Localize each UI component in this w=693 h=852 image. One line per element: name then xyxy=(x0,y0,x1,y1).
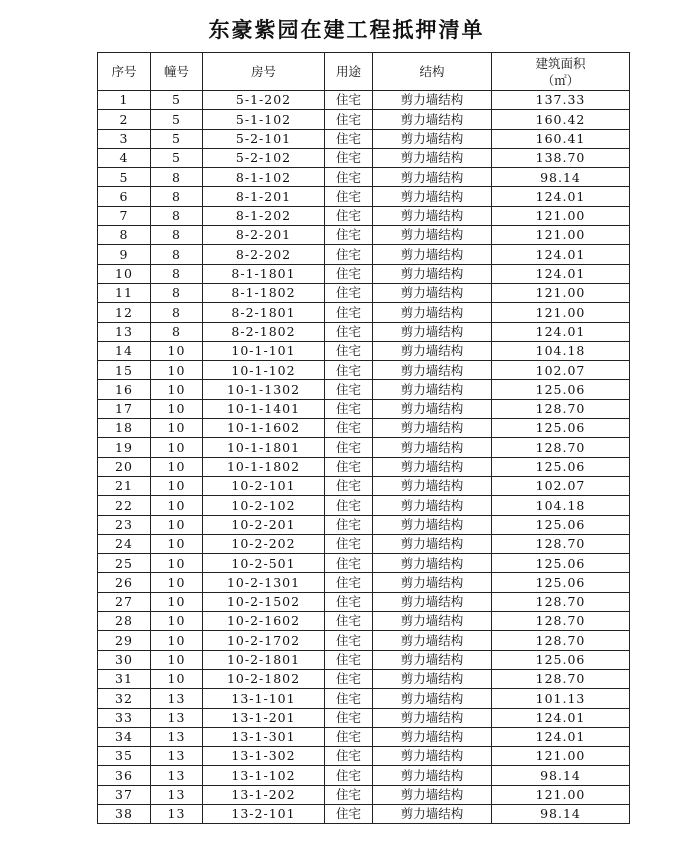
cell-structure: 剪力墙结构 xyxy=(373,534,492,553)
cell-room: 10-1-1401 xyxy=(203,399,325,418)
cell-room: 8-1-201 xyxy=(203,187,325,206)
table-row xyxy=(98,727,630,746)
cell-seq: 31 xyxy=(98,669,151,688)
table-row xyxy=(98,361,630,380)
cell-room: 13-1-301 xyxy=(203,727,325,746)
cell-seq: 27 xyxy=(98,592,151,611)
cell-area: 104.18 xyxy=(492,341,630,360)
cell-area: 124.01 xyxy=(492,245,630,264)
cell-structure: 剪力墙结构 xyxy=(373,341,492,360)
cell-building: 5 xyxy=(151,148,203,167)
cell-structure: 剪力墙结构 xyxy=(373,669,492,688)
cell-seq: 3 xyxy=(98,129,151,148)
cell-building: 10 xyxy=(151,341,203,360)
cell-building: 10 xyxy=(151,592,203,611)
cell-building: 13 xyxy=(151,708,203,727)
cell-use: 住宅 xyxy=(325,457,373,476)
cell-seq: 15 xyxy=(98,361,151,380)
cell-building: 10 xyxy=(151,631,203,650)
cell-seq: 16 xyxy=(98,380,151,399)
cell-structure: 剪力墙结构 xyxy=(373,226,492,245)
cell-room: 10-2-1702 xyxy=(203,631,325,650)
cell-room: 8-2-202 xyxy=(203,245,325,264)
cell-use: 住宅 xyxy=(325,534,373,553)
cell-use: 住宅 xyxy=(325,419,373,438)
table-row xyxy=(98,785,630,804)
cell-room: 13-1-102 xyxy=(203,766,325,785)
cell-seq: 9 xyxy=(98,245,151,264)
cell-area: 138.70 xyxy=(492,148,630,167)
cell-building: 8 xyxy=(151,322,203,341)
table-row xyxy=(98,476,630,495)
cell-room: 8-2-201 xyxy=(203,226,325,245)
cell-room: 10-2-1502 xyxy=(203,592,325,611)
cell-use: 住宅 xyxy=(325,380,373,399)
cell-structure: 剪力墙结构 xyxy=(373,708,492,727)
cell-seq: 33 xyxy=(98,708,151,727)
cell-structure: 剪力墙结构 xyxy=(373,91,492,110)
table-row xyxy=(98,766,630,785)
cell-structure: 剪力墙结构 xyxy=(373,785,492,804)
cell-use: 住宅 xyxy=(325,631,373,650)
cell-room: 10-2-102 xyxy=(203,496,325,515)
cell-building: 10 xyxy=(151,419,203,438)
cell-use: 住宅 xyxy=(325,399,373,418)
cell-seq: 23 xyxy=(98,515,151,534)
cell-room: 13-2-101 xyxy=(203,804,325,823)
cell-structure: 剪力墙结构 xyxy=(373,727,492,746)
cell-building: 8 xyxy=(151,264,203,283)
header-structure: 结构 xyxy=(373,53,492,91)
cell-use: 住宅 xyxy=(325,669,373,688)
cell-building: 10 xyxy=(151,515,203,534)
cell-area: 125.06 xyxy=(492,380,630,399)
table-row xyxy=(98,573,630,592)
cell-building: 13 xyxy=(151,766,203,785)
cell-building: 10 xyxy=(151,554,203,573)
table-row xyxy=(98,148,630,167)
cell-building: 5 xyxy=(151,129,203,148)
cell-building: 13 xyxy=(151,785,203,804)
cell-use: 住宅 xyxy=(325,148,373,167)
cell-use: 住宅 xyxy=(325,476,373,495)
cell-seq: 21 xyxy=(98,476,151,495)
cell-area: 101.13 xyxy=(492,689,630,708)
cell-room: 10-2-1301 xyxy=(203,573,325,592)
table-row xyxy=(98,650,630,669)
table-row xyxy=(98,592,630,611)
cell-use: 住宅 xyxy=(325,515,373,534)
table-row xyxy=(98,689,630,708)
cell-room: 10-2-1801 xyxy=(203,650,325,669)
cell-room: 10-1-102 xyxy=(203,361,325,380)
cell-area: 98.14 xyxy=(492,804,630,823)
cell-structure: 剪力墙结构 xyxy=(373,476,492,495)
table-row xyxy=(98,496,630,515)
cell-area: 128.70 xyxy=(492,631,630,650)
cell-structure: 剪力墙结构 xyxy=(373,650,492,669)
cell-area: 121.00 xyxy=(492,747,630,766)
cell-room: 10-2-1602 xyxy=(203,612,325,631)
cell-use: 住宅 xyxy=(325,438,373,457)
table-row xyxy=(98,322,630,341)
cell-seq: 10 xyxy=(98,264,151,283)
cell-use: 住宅 xyxy=(325,264,373,283)
table-row xyxy=(98,534,630,553)
table-row xyxy=(98,612,630,631)
cell-building: 10 xyxy=(151,438,203,457)
cell-area: 128.70 xyxy=(492,669,630,688)
cell-room: 8-1-1802 xyxy=(203,283,325,302)
cell-seq: 2 xyxy=(98,110,151,129)
table-row xyxy=(98,206,630,225)
cell-area: 125.06 xyxy=(492,419,630,438)
cell-seq: 14 xyxy=(98,341,151,360)
cell-area: 121.00 xyxy=(492,303,630,322)
table-row xyxy=(98,129,630,148)
cell-area: 160.41 xyxy=(492,129,630,148)
cell-room: 10-1-101 xyxy=(203,341,325,360)
cell-seq: 29 xyxy=(98,631,151,650)
cell-seq: 36 xyxy=(98,766,151,785)
cell-structure: 剪力墙结构 xyxy=(373,554,492,573)
cell-room: 10-2-201 xyxy=(203,515,325,534)
cell-building: 8 xyxy=(151,226,203,245)
cell-seq: 12 xyxy=(98,303,151,322)
cell-seq: 22 xyxy=(98,496,151,515)
cell-building: 8 xyxy=(151,245,203,264)
cell-structure: 剪力墙结构 xyxy=(373,419,492,438)
cell-structure: 剪力墙结构 xyxy=(373,747,492,766)
cell-building: 8 xyxy=(151,303,203,322)
cell-structure: 剪力墙结构 xyxy=(373,110,492,129)
cell-building: 8 xyxy=(151,206,203,225)
cell-seq: 20 xyxy=(98,457,151,476)
cell-building: 8 xyxy=(151,283,203,302)
table-row xyxy=(98,187,630,206)
cell-room: 8-2-1801 xyxy=(203,303,325,322)
cell-room: 10-2-501 xyxy=(203,554,325,573)
page-title: 东豪紫园在建工程抵押清单 xyxy=(208,17,485,42)
cell-seq: 4 xyxy=(98,148,151,167)
cell-seq: 32 xyxy=(98,689,151,708)
table-row xyxy=(98,419,630,438)
cell-structure: 剪力墙结构 xyxy=(373,380,492,399)
cell-structure: 剪力墙结构 xyxy=(373,496,492,515)
table-row xyxy=(98,303,630,322)
cell-building: 13 xyxy=(151,727,203,746)
cell-use: 住宅 xyxy=(325,592,373,611)
cell-area: 98.14 xyxy=(492,766,630,785)
cell-building: 10 xyxy=(151,457,203,476)
cell-seq: 18 xyxy=(98,419,151,438)
cell-structure: 剪力墙结构 xyxy=(373,129,492,148)
cell-building: 10 xyxy=(151,573,203,592)
cell-seq: 13 xyxy=(98,322,151,341)
cell-area: 124.01 xyxy=(492,322,630,341)
cell-building: 10 xyxy=(151,669,203,688)
cell-use: 住宅 xyxy=(325,496,373,515)
cell-use: 住宅 xyxy=(325,245,373,264)
cell-room: 5-2-102 xyxy=(203,148,325,167)
cell-structure: 剪力墙结构 xyxy=(373,206,492,225)
cell-room: 10-1-1302 xyxy=(203,380,325,399)
cell-room: 10-2-1802 xyxy=(203,669,325,688)
header-area-unit: （㎡） xyxy=(541,72,580,88)
cell-room: 10-2-101 xyxy=(203,476,325,495)
cell-structure: 剪力墙结构 xyxy=(373,168,492,187)
cell-building: 10 xyxy=(151,380,203,399)
cell-seq: 7 xyxy=(98,206,151,225)
cell-room: 5-1-202 xyxy=(203,91,325,110)
cell-area: 128.70 xyxy=(492,612,630,631)
cell-room: 8-1-202 xyxy=(203,206,325,225)
cell-area: 125.06 xyxy=(492,573,630,592)
table-row xyxy=(98,708,630,727)
table-row xyxy=(98,380,630,399)
cell-area: 121.00 xyxy=(492,785,630,804)
cell-use: 住宅 xyxy=(325,110,373,129)
cell-area: 121.00 xyxy=(492,206,630,225)
cell-building: 10 xyxy=(151,399,203,418)
cell-seq: 6 xyxy=(98,187,151,206)
cell-structure: 剪力墙结构 xyxy=(373,245,492,264)
cell-building: 8 xyxy=(151,187,203,206)
cell-use: 住宅 xyxy=(325,303,373,322)
cell-structure: 剪力墙结构 xyxy=(373,438,492,457)
cell-room: 13-1-202 xyxy=(203,785,325,804)
table-row xyxy=(98,669,630,688)
cell-seq: 1 xyxy=(98,91,151,110)
cell-use: 住宅 xyxy=(325,785,373,804)
cell-use: 住宅 xyxy=(325,708,373,727)
cell-room: 5-2-101 xyxy=(203,129,325,148)
cell-structure: 剪力墙结构 xyxy=(373,361,492,380)
cell-room: 8-2-1802 xyxy=(203,322,325,341)
cell-use: 住宅 xyxy=(325,129,373,148)
cell-use: 住宅 xyxy=(325,804,373,823)
cell-building: 10 xyxy=(151,496,203,515)
cell-use: 住宅 xyxy=(325,341,373,360)
cell-room: 10-1-1802 xyxy=(203,457,325,476)
cell-seq: 17 xyxy=(98,399,151,418)
cell-seq: 24 xyxy=(98,534,151,553)
cell-use: 住宅 xyxy=(325,168,373,187)
cell-seq: 11 xyxy=(98,283,151,302)
cell-use: 住宅 xyxy=(325,206,373,225)
cell-structure: 剪力墙结构 xyxy=(373,515,492,534)
cell-seq: 30 xyxy=(98,650,151,669)
cell-building: 5 xyxy=(151,110,203,129)
cell-building: 13 xyxy=(151,747,203,766)
cell-seq: 26 xyxy=(98,573,151,592)
cell-area: 128.70 xyxy=(492,399,630,418)
cell-seq: 25 xyxy=(98,554,151,573)
table-row xyxy=(98,264,630,283)
cell-use: 住宅 xyxy=(325,187,373,206)
cell-use: 住宅 xyxy=(325,747,373,766)
cell-use: 住宅 xyxy=(325,689,373,708)
cell-structure: 剪力墙结构 xyxy=(373,689,492,708)
cell-use: 住宅 xyxy=(325,226,373,245)
cell-use: 住宅 xyxy=(325,361,373,380)
cell-building: 8 xyxy=(151,168,203,187)
cell-area: 121.00 xyxy=(492,226,630,245)
cell-room: 13-1-101 xyxy=(203,689,325,708)
cell-use: 住宅 xyxy=(325,91,373,110)
table-row xyxy=(98,515,630,534)
header-area-label: 建筑面积 xyxy=(535,55,586,71)
table-row xyxy=(98,631,630,650)
cell-seq: 38 xyxy=(98,804,151,823)
cell-building: 10 xyxy=(151,476,203,495)
cell-area: 102.07 xyxy=(492,476,630,495)
cell-room: 10-2-202 xyxy=(203,534,325,553)
cell-structure: 剪力墙结构 xyxy=(373,766,492,785)
cell-area: 125.06 xyxy=(492,650,630,669)
cell-area: 102.07 xyxy=(492,361,630,380)
cell-seq: 8 xyxy=(98,226,151,245)
cell-building: 13 xyxy=(151,804,203,823)
cell-area: 137.33 xyxy=(492,91,630,110)
table-row xyxy=(98,457,630,476)
cell-room: 13-1-201 xyxy=(203,708,325,727)
cell-seq: 37 xyxy=(98,785,151,804)
cell-seq: 34 xyxy=(98,727,151,746)
cell-area: 124.01 xyxy=(492,264,630,283)
table-row xyxy=(98,91,630,110)
table-row xyxy=(98,110,630,129)
cell-use: 住宅 xyxy=(325,283,373,302)
cell-area: 128.70 xyxy=(492,534,630,553)
cell-area: 121.00 xyxy=(492,283,630,302)
cell-seq: 5 xyxy=(98,168,151,187)
cell-use: 住宅 xyxy=(325,727,373,746)
cell-area: 124.01 xyxy=(492,708,630,727)
cell-building: 10 xyxy=(151,650,203,669)
table-row xyxy=(98,226,630,245)
cell-structure: 剪力墙结构 xyxy=(373,322,492,341)
cell-structure: 剪力墙结构 xyxy=(373,573,492,592)
cell-structure: 剪力墙结构 xyxy=(373,303,492,322)
cell-use: 住宅 xyxy=(325,554,373,573)
cell-area: 160.42 xyxy=(492,110,630,129)
cell-structure: 剪力墙结构 xyxy=(373,148,492,167)
table-row xyxy=(98,245,630,264)
table-header-row xyxy=(98,53,630,91)
cell-building: 5 xyxy=(151,91,203,110)
header-seq: 序号 xyxy=(98,53,151,91)
cell-seq: 28 xyxy=(98,612,151,631)
cell-use: 住宅 xyxy=(325,322,373,341)
cell-seq: 19 xyxy=(98,438,151,457)
table-row xyxy=(98,747,630,766)
cell-room: 10-1-1602 xyxy=(203,419,325,438)
cell-structure: 剪力墙结构 xyxy=(373,804,492,823)
cell-use: 住宅 xyxy=(325,573,373,592)
cell-use: 住宅 xyxy=(325,766,373,785)
table-row xyxy=(98,438,630,457)
header-room: 房号 xyxy=(203,53,325,91)
cell-building: 13 xyxy=(151,689,203,708)
cell-structure: 剪力墙结构 xyxy=(373,592,492,611)
cell-room: 5-1-102 xyxy=(203,110,325,129)
table-row xyxy=(98,554,630,573)
cell-structure: 剪力墙结构 xyxy=(373,399,492,418)
cell-building: 10 xyxy=(151,534,203,553)
cell-room: 8-1-1801 xyxy=(203,264,325,283)
table-row xyxy=(98,283,630,302)
cell-structure: 剪力墙结构 xyxy=(373,264,492,283)
header-building: 幢号 xyxy=(151,53,203,91)
cell-structure: 剪力墙结构 xyxy=(373,612,492,631)
cell-area: 128.70 xyxy=(492,438,630,457)
cell-room: 8-1-102 xyxy=(203,168,325,187)
cell-area: 124.01 xyxy=(492,187,630,206)
cell-area: 124.01 xyxy=(492,727,630,746)
table-row xyxy=(98,341,630,360)
cell-area: 125.06 xyxy=(492,554,630,573)
cell-seq: 35 xyxy=(98,747,151,766)
cell-area: 125.06 xyxy=(492,457,630,476)
header-use: 用途 xyxy=(325,53,373,91)
cell-building: 10 xyxy=(151,612,203,631)
cell-use: 住宅 xyxy=(325,650,373,669)
mortgage-list-table xyxy=(97,52,630,824)
cell-area: 104.18 xyxy=(492,496,630,515)
cell-room: 13-1-302 xyxy=(203,747,325,766)
cell-use: 住宅 xyxy=(325,612,373,631)
cell-area: 128.70 xyxy=(492,592,630,611)
table-row xyxy=(98,804,630,823)
cell-structure: 剪力墙结构 xyxy=(373,631,492,650)
cell-room: 10-1-1801 xyxy=(203,438,325,457)
cell-building: 10 xyxy=(151,361,203,380)
header-area xyxy=(492,53,630,91)
cell-structure: 剪力墙结构 xyxy=(373,187,492,206)
cell-area: 125.06 xyxy=(492,515,630,534)
table-row xyxy=(98,399,630,418)
cell-structure: 剪力墙结构 xyxy=(373,457,492,476)
table-row xyxy=(98,168,630,187)
cell-area: 98.14 xyxy=(492,168,630,187)
cell-structure: 剪力墙结构 xyxy=(373,283,492,302)
